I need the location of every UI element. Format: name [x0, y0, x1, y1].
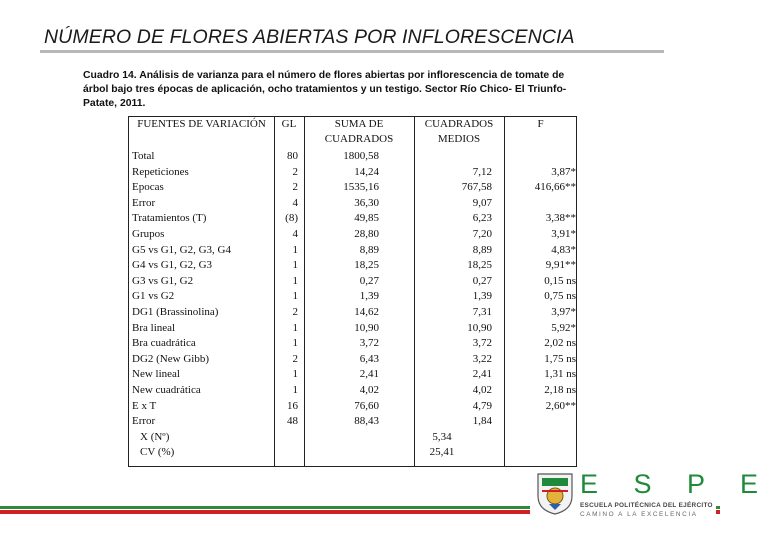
espe-logo-letters: E S P E	[580, 469, 772, 499]
cell-f	[504, 430, 576, 446]
cell-suma	[304, 430, 379, 446]
cell-fuente: Bra lineal	[132, 321, 176, 334]
header-gl: GL	[281, 118, 297, 130]
cell-cuadrados: 6,23	[472, 212, 492, 225]
cell-cuadrados: 10,90	[467, 321, 492, 334]
cell-gl: 1	[292, 337, 298, 350]
anova-table	[128, 116, 577, 467]
table-caption: Cuadro 14. Análisis de varianza para el número de flores abiertas por inflorescencia de tomate de árbol bajo tres épocas de aplicación, ocho tratamientos y un testigo. Sector Río Chico- El Triunfo- Patate, 2011.	[83, 70, 567, 109]
cell-fuente: G1 vs G2	[132, 290, 175, 303]
cell-f: 1,75 ns	[544, 352, 576, 365]
cell-gl: 1	[292, 368, 298, 381]
cell-cuadrados: 3,22	[472, 352, 492, 365]
cell-f: 0,75 ns	[544, 290, 576, 303]
cell-gl: 4	[292, 196, 298, 209]
cell-fuente: New lineal	[132, 368, 180, 381]
header-suma: SUMA DE CUADRADOS	[324, 118, 394, 145]
cell-f: 3,38**	[545, 212, 576, 225]
cell-cuadrados: 25,41	[429, 446, 455, 459]
cell-fuente: DG2 (New Gibb)	[132, 352, 209, 365]
cell-suma: 2,41	[359, 368, 379, 381]
espe-logo-subtitle: ESCUELA POLITÉCNICA DEL EJÉRCITO	[580, 502, 713, 509]
cell-suma: 4,02	[359, 384, 379, 396]
cell-suma: 49,85	[354, 212, 379, 225]
cell-fuente: DG1 (Brassinolina)	[132, 306, 219, 318]
cell-gl: 4	[292, 228, 298, 240]
cell-f: 5,92*	[551, 321, 576, 334]
cell-f	[504, 414, 576, 430]
header-fuentes: FUENTES DE VARIACIÓN	[137, 118, 266, 130]
cell-cuadrados: 5,34	[432, 430, 452, 443]
cell-cuadrados: 7,20	[472, 228, 492, 240]
cell-cuadrados: 1,84	[472, 415, 492, 428]
cell-gl: (8)	[285, 212, 298, 225]
cell-f: 1,31 ns	[544, 368, 576, 381]
cell-fuente: Bra cuadrática	[132, 337, 196, 350]
cell-suma: 10,90	[354, 321, 379, 334]
cell-f: 3,91*	[551, 228, 576, 240]
cell-f: 2,60**	[545, 399, 576, 412]
header-cuadrados: CUADRADOS MEDIOS	[424, 118, 494, 145]
cell-suma: 88,43	[354, 415, 379, 428]
cell-suma: 8,89	[359, 243, 379, 256]
cell-fuente: Repeticiones	[132, 165, 189, 178]
cell-fuente: Total	[132, 150, 155, 162]
cell-cuadrados: 767,58	[461, 181, 492, 194]
cell-fuente: G3 vs G1, G2	[132, 274, 194, 287]
cell-gl: 48	[287, 415, 298, 428]
cell-suma: 3,72	[359, 337, 379, 350]
cell-gl	[274, 445, 298, 461]
cell-cuadrados: 7,31	[472, 306, 492, 318]
cell-cuadrados: 9,07	[472, 196, 492, 209]
cell-f: 2,02 ns	[544, 337, 576, 350]
cell-suma: 18,25	[354, 259, 379, 272]
cell-f	[504, 445, 576, 461]
cell-cuadrados: 0,27	[472, 274, 492, 287]
cell-suma: 1535,16	[343, 181, 379, 194]
cell-cuadrados	[414, 149, 492, 165]
cell-fuente: Tratamientos (T)	[132, 212, 207, 225]
cell-f: 3,87*	[551, 165, 576, 178]
cell-gl: 80	[287, 150, 298, 162]
cell-gl: 1	[292, 290, 298, 303]
cell-fuente: CV (%)	[140, 446, 175, 459]
cell-cuadrados: 4,79	[472, 399, 492, 412]
cell-f: 416,66**	[534, 181, 576, 194]
cell-fuente: G4 vs G1, G2, G3	[132, 259, 213, 272]
cell-f	[504, 149, 576, 165]
cell-f: 2,18 ns	[544, 384, 576, 396]
cell-gl: 2	[292, 181, 298, 194]
cell-cuadrados: 7,12	[472, 165, 492, 178]
cell-fuente: G5 vs G1, G2, G3, G4	[132, 243, 231, 256]
cell-suma: 36,30	[354, 196, 379, 209]
cell-gl: 2	[292, 352, 298, 365]
cell-suma: 76,60	[354, 399, 379, 412]
cell-suma	[304, 445, 379, 461]
cell-gl: 2	[292, 306, 298, 318]
header-f: F	[537, 118, 544, 130]
cell-suma: 14,62	[354, 306, 379, 318]
cell-cuadrados: 4,02	[472, 384, 492, 396]
cell-suma: 6,43	[359, 352, 379, 365]
cell-cuadrados: 3,72	[472, 337, 492, 350]
cell-gl: 1	[292, 384, 298, 396]
cell-gl: 1	[292, 259, 298, 272]
cell-gl: 1	[292, 321, 298, 334]
espe-logo-tagline: CAMINO A LA EXCELENCIA	[580, 511, 698, 518]
cell-gl: 16	[287, 399, 298, 412]
cell-cuadrados: 8,89	[472, 243, 492, 256]
cell-suma: 14,24	[354, 165, 379, 178]
cell-f: 3,97*	[551, 306, 576, 318]
cell-gl: 2	[292, 165, 298, 178]
cell-fuente: New cuadrática	[132, 384, 201, 396]
cell-gl: 1	[292, 243, 298, 256]
page-title: NÚMERO DE FLORES ABIERTAS POR INFLORESCENCIA	[44, 26, 575, 48]
title-underline	[40, 50, 664, 53]
cell-fuente: Epocas	[132, 181, 164, 194]
cell-cuadrados: 2,41	[472, 368, 492, 381]
cell-f	[504, 196, 576, 212]
cell-fuente: E x T	[132, 399, 157, 412]
espe-shield-icon	[534, 470, 576, 516]
cell-suma: 1,39	[359, 290, 379, 303]
cell-fuente: X (Nº)	[140, 430, 170, 443]
cell-suma: 1800,58	[343, 150, 379, 162]
cell-f: 0,15 ns	[544, 274, 576, 287]
cell-suma: 0,27	[359, 274, 379, 287]
cell-gl	[274, 430, 298, 446]
cell-fuente: Grupos	[132, 228, 165, 240]
cell-cuadrados: 18,25	[467, 259, 492, 272]
cell-fuente: Error	[132, 196, 156, 209]
cell-gl: 1	[292, 274, 298, 287]
cell-f: 9,91**	[545, 259, 576, 272]
cell-fuente: Error	[132, 415, 156, 428]
cell-f: 4,83*	[551, 243, 576, 256]
cell-suma: 28,80	[354, 228, 379, 240]
cell-cuadrados: 1,39	[472, 290, 492, 303]
